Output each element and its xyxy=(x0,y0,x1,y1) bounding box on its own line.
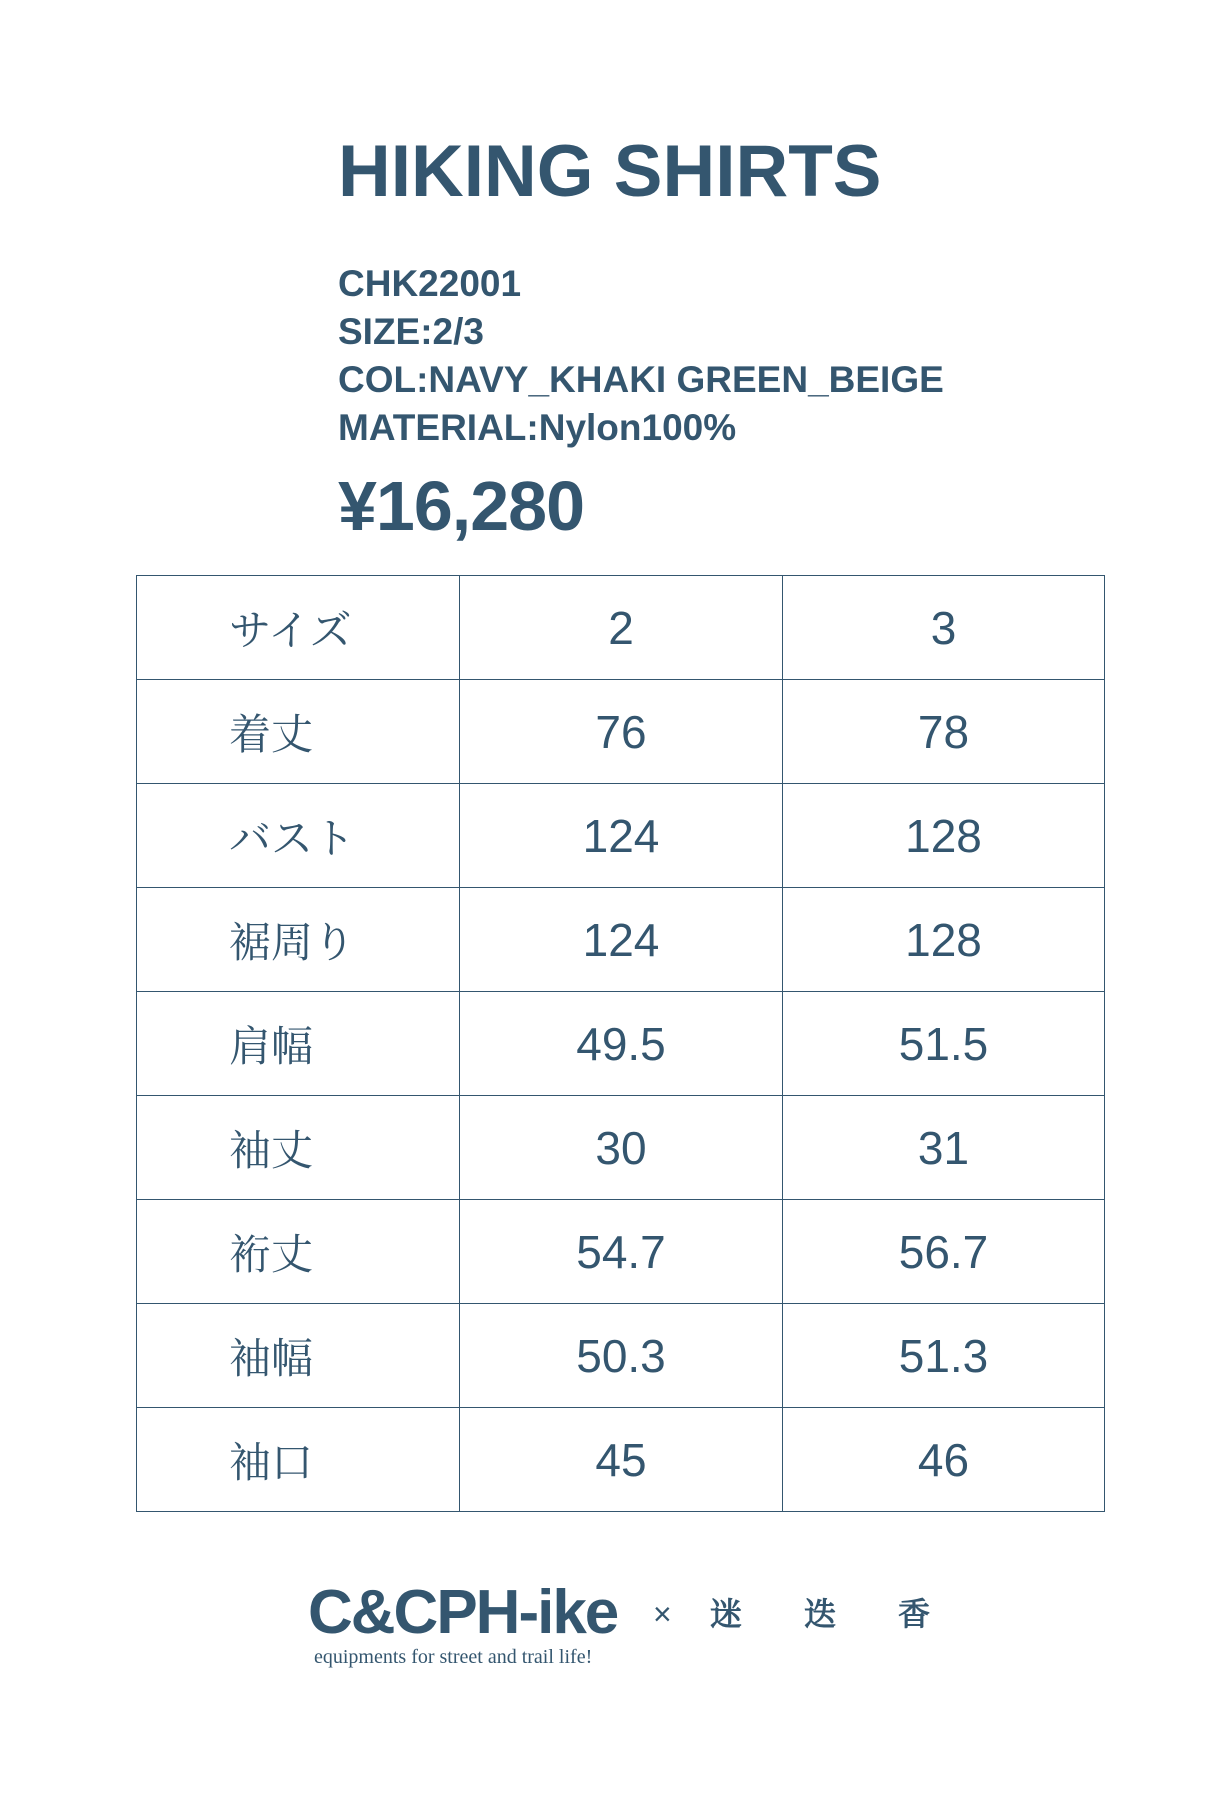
size-3-value: 56.7 xyxy=(783,1200,1105,1304)
product-color: COL:NAVY_KHAKI GREEN_BEIGE xyxy=(338,359,944,400)
collaboration-mark: × xyxy=(653,1596,672,1632)
table-row xyxy=(137,784,1105,888)
row-label: 袖丈 xyxy=(137,1096,460,1200)
table-row xyxy=(137,888,1105,992)
product-size: SIZE:2/3 xyxy=(338,311,484,352)
size-2-value: 30 xyxy=(460,1096,783,1200)
size-3-value: 31 xyxy=(783,1096,1105,1200)
row-label: 袖幅 xyxy=(137,1304,460,1408)
size-2-value: 124 xyxy=(460,784,783,888)
table-row xyxy=(137,1408,1105,1512)
size-3-value: 128 xyxy=(783,888,1105,992)
product-title: HIKING SHIRTS xyxy=(338,131,882,212)
size-2-value: 45 xyxy=(460,1408,783,1512)
size-3-value: 78 xyxy=(783,680,1105,784)
size-3-value: 51.5 xyxy=(783,992,1105,1096)
size-3-value: 3 xyxy=(783,576,1105,680)
size-2-value: 49.5 xyxy=(460,992,783,1096)
product-code: CHK22001 xyxy=(338,263,522,304)
footer-logos xyxy=(308,1578,1008,1688)
table-row xyxy=(137,576,1105,680)
brand-logo: C&CPH-ike xyxy=(308,1578,618,1647)
size-2-value: 124 xyxy=(460,888,783,992)
size-2-value: 76 xyxy=(460,680,783,784)
size-table xyxy=(136,575,1105,1512)
table-row xyxy=(137,680,1105,784)
row-label: 袖口 xyxy=(137,1408,460,1512)
partner-logo: 迷迭香 xyxy=(710,1595,993,1633)
table-row xyxy=(137,1200,1105,1304)
table-row xyxy=(137,1096,1105,1200)
product-price: ¥16,280 xyxy=(338,467,585,545)
brand-tagline: equipments for street and trail life! xyxy=(314,1646,593,1668)
row-label: 肩幅 xyxy=(137,992,460,1096)
table-row xyxy=(137,992,1105,1096)
row-label: 着丈 xyxy=(137,680,460,784)
size-2-value: 2 xyxy=(460,576,783,680)
product-meta xyxy=(338,260,944,452)
size-3-value: 128 xyxy=(783,784,1105,888)
product-header xyxy=(338,128,944,546)
size-2-value: 54.7 xyxy=(460,1200,783,1304)
row-label: 裾周り xyxy=(137,888,460,992)
row-label: バスト xyxy=(137,784,460,888)
row-label: 裄丈 xyxy=(137,1200,460,1304)
row-label: サイズ xyxy=(137,576,460,680)
size-2-value: 50.3 xyxy=(460,1304,783,1408)
size-3-value: 51.3 xyxy=(783,1304,1105,1408)
table-row xyxy=(137,1304,1105,1408)
product-material: MATERIAL:Nylon100% xyxy=(338,407,737,448)
size-3-value: 46 xyxy=(783,1408,1105,1512)
